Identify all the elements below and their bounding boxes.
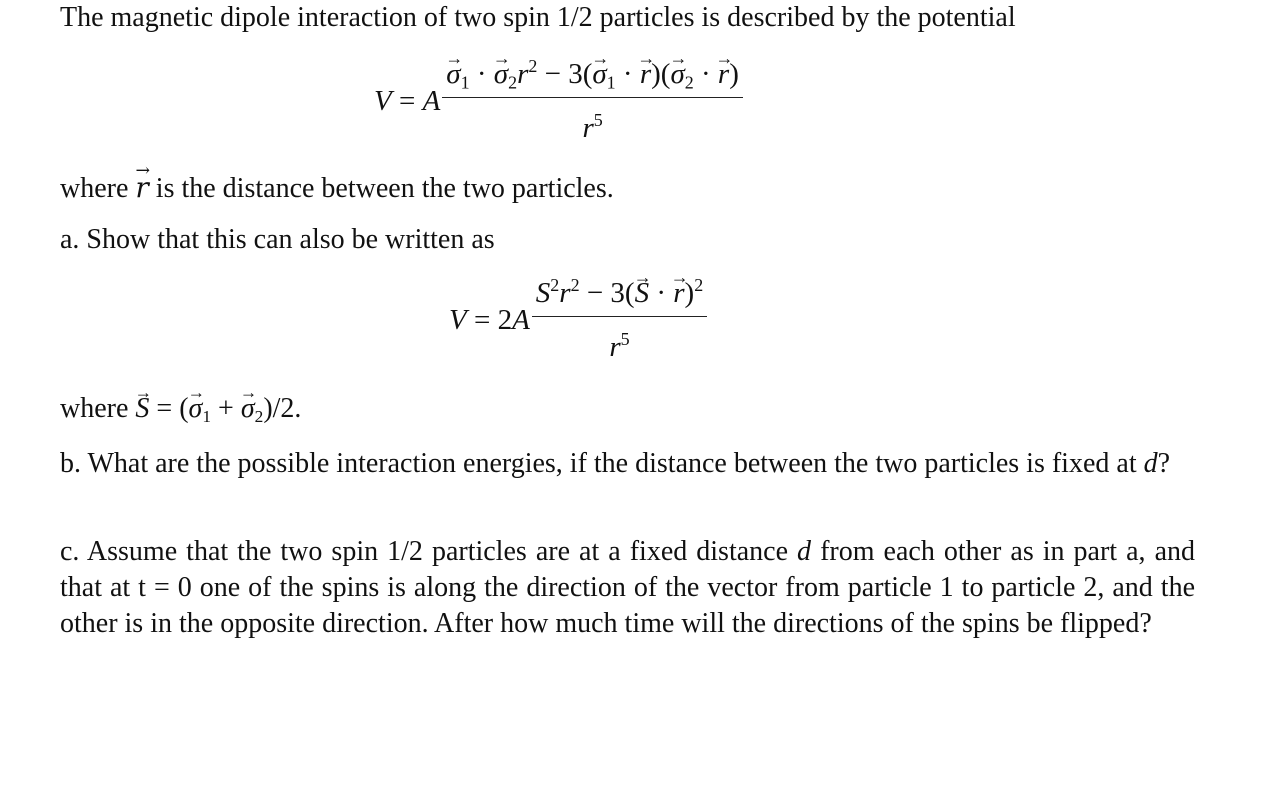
equation-spin-form: V = 2A $\frac{S^2r^2 - 3(\to S \cdot \to r)^2}{r^5}$ [449,277,707,364]
equation-dipole-potential: V = A → $\frac{\sigma_1 \cdot \to \sigma_2r^2 - 3(\to \sigma_1 \cdot \to r)(\to \sigma_2 \cdot \to r)}{r^5}$ [374,58,743,145]
where-s-text: where → S = (→ $\sigma_1$ + → $\sigma_2)/2$. [60,393,301,425]
part-c-text: c. Assume that the two spin 1/2 particles are at a fixed distance d from each other as in part a, and that at t = 0 one of the spins is along the direction of the vector from particle 1 to particle 2, and the other is in the opposite direction. After how much time will the directions of the spins be flipped? [60,536,1195,639]
part-a-text: a. Show that this can also be written as [60,224,495,255]
intro-text: The magnetic dipole interaction of two spin 1/2 particles is described by the potential [60,2,1016,33]
where-r-text: where → r is the distance between the two particles. [60,171,614,205]
part-b-text: b. What are the possible interaction energies, if the distance between the two particles is fixed at d? [60,448,1171,479]
